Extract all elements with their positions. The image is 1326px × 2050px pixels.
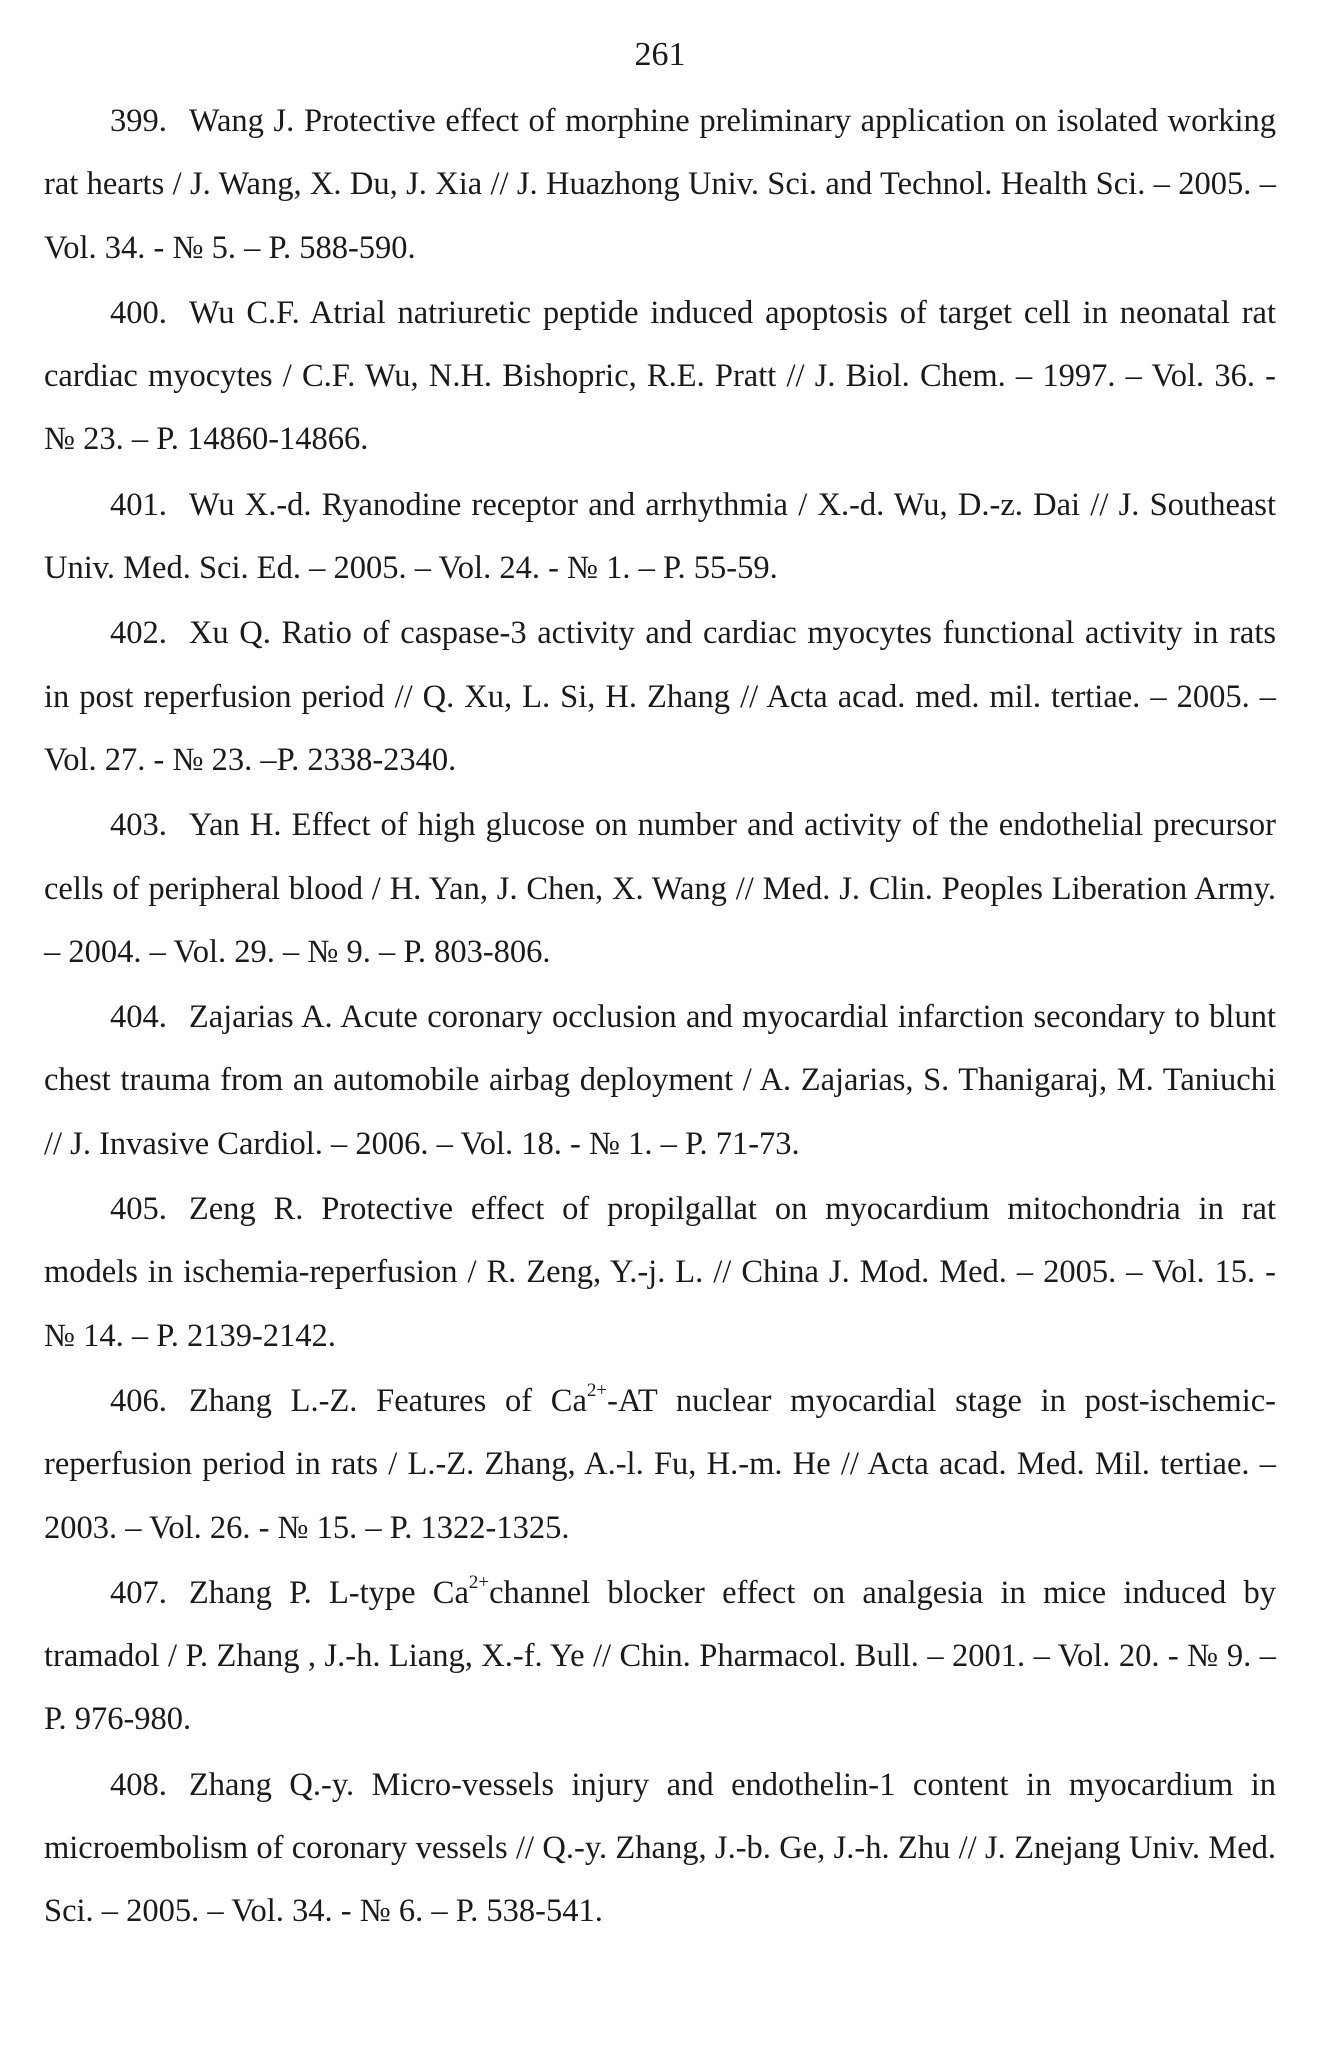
- reference-item: [44, 474, 1276, 603]
- reference-item: [44, 90, 1276, 282]
- reference-text: Yan H. Effect of high glucose on number and activity of the endothelial precursor cells of peripheral blood / H. Yan, J. Chen, X. Wang // Med. J. Clin. Peoples Liberation Army. – 2004. – Vol. 29. – № 9. – P. 803-806.: [44, 807, 1276, 970]
- superscript: 2+: [586, 1379, 608, 1401]
- reference-number: 401.: [110, 486, 167, 523]
- reference-text: Zhang P. L-type Ca: [188, 1574, 469, 1611]
- reference-text: Xu Q. Ratio of caspase-3 activity and cardiac myocytes functional activity in rats in post reperfusion period // Q. Xu, L. Si, H. Zhang // Acta acad. med. mil. tertiae. – 2005. – Vol. 27. - № 23. –P. 2338-2340.: [44, 615, 1276, 778]
- reference-number: 399.: [110, 103, 167, 139]
- reference-text: Zhang Q.-y. Micro-vessels injury and endothelin-1 content in myocardium in microembolism of coronary vessels // Q.-y. Zhang, J.-b. Ge, J.-h. Zhu // J. Znejang Univ. Med. Sci. – 2005. – Vol. 34. - № 6. – P. 538-541.: [44, 1766, 1276, 1930]
- reference-number: 400.: [110, 294, 167, 331]
- reference-item: [44, 986, 1276, 1178]
- reference-number: 406.: [110, 1382, 167, 1419]
- reference-number: 407.: [110, 1574, 167, 1611]
- reference-item: [44, 282, 1276, 474]
- reference-list: [44, 90, 1276, 1946]
- reference-item: [44, 1562, 1276, 1754]
- reference-text-continued: channel blocker effect on analgesia in mice induced by tramadol / P. Zhang , J.-h. Liang, X.-f. Ye // Chin. Pharmacol. Bull. – 2001. – Vol. 20. - № 9. – P. 976-980.: [44, 1574, 1276, 1738]
- reference-text: Wu C.F. Atrial natriuretic peptide induced apoptosis of target cell in neonatal rat cardiac myocytes / C.F. Wu, N.H. Bishopric, R.E. Pratt // J. Biol. Chem. – 1997. – Vol. 36. - № 23. – P. 14860-14866.: [44, 294, 1276, 458]
- reference-item: [44, 794, 1276, 986]
- reference-text: Zajarias A. Acute coronary occlusion and myocardial infarction secondary to blunt chest trauma from an automobile airbag deployment / A. Zajarias, S. Thanigaraj, M. Taniuchi // J. Invasive Cardiol. – 2006. – Vol. 18. - № 1. – P. 71-73.: [44, 999, 1276, 1162]
- superscript: 2+: [468, 1571, 490, 1593]
- reference-text: Zhang L.-Z. Features of Ca: [188, 1382, 587, 1419]
- reference-text: Wang J. Protective effect of morphine preliminary application on isolated working rat hearts / J. Wang, X. Du, J. Xia // J. Huazhong Univ. Sci. and Technol. Health Sci. – 2005. – Vol. 34. - № 5. – P. 588-590.: [44, 103, 1276, 266]
- reference-number: 403.: [110, 807, 167, 844]
- reference-text: Zeng R. Protective effect of propilgallat on myocardium mitochondria in rat models in ischemia-reperfusion / R. Zeng, Y.-j. L. // China J. Mod. Med. – 2005. – Vol. 15. - № 14. – P. 2139-2142.: [44, 1191, 1276, 1354]
- reference-number: 405.: [110, 1191, 167, 1228]
- reference-number: 402.: [110, 615, 167, 652]
- page-number: 261: [634, 36, 686, 73]
- reference-item: [44, 1754, 1276, 1946]
- reference-item: [44, 602, 1276, 794]
- document-page: [44, 0, 1276, 1946]
- reference-text-continued: -AT nuclear myocardial stage in post-ischemic-reperfusion period in rats / L.-Z. Zhang, A.-l. Fu, H.-m. He // Acta acad. Med. Mil. tertiae. – 2003. – Vol. 26. - № 15. – P. 1322-1325.: [44, 1382, 1276, 1546]
- reference-item: [44, 1178, 1276, 1370]
- reference-item: [44, 1370, 1276, 1562]
- reference-number: 408.: [110, 1766, 167, 1803]
- reference-text: Wu X.-d. Ryanodine receptor and arrhythmia / X.-d. Wu, D.-z. Dai // J. Southeast Univ. Med. Sci. Ed. – 2005. – Vol. 24. - № 1. – P. 55-59.: [44, 486, 1276, 587]
- reference-number: 404.: [110, 999, 167, 1036]
